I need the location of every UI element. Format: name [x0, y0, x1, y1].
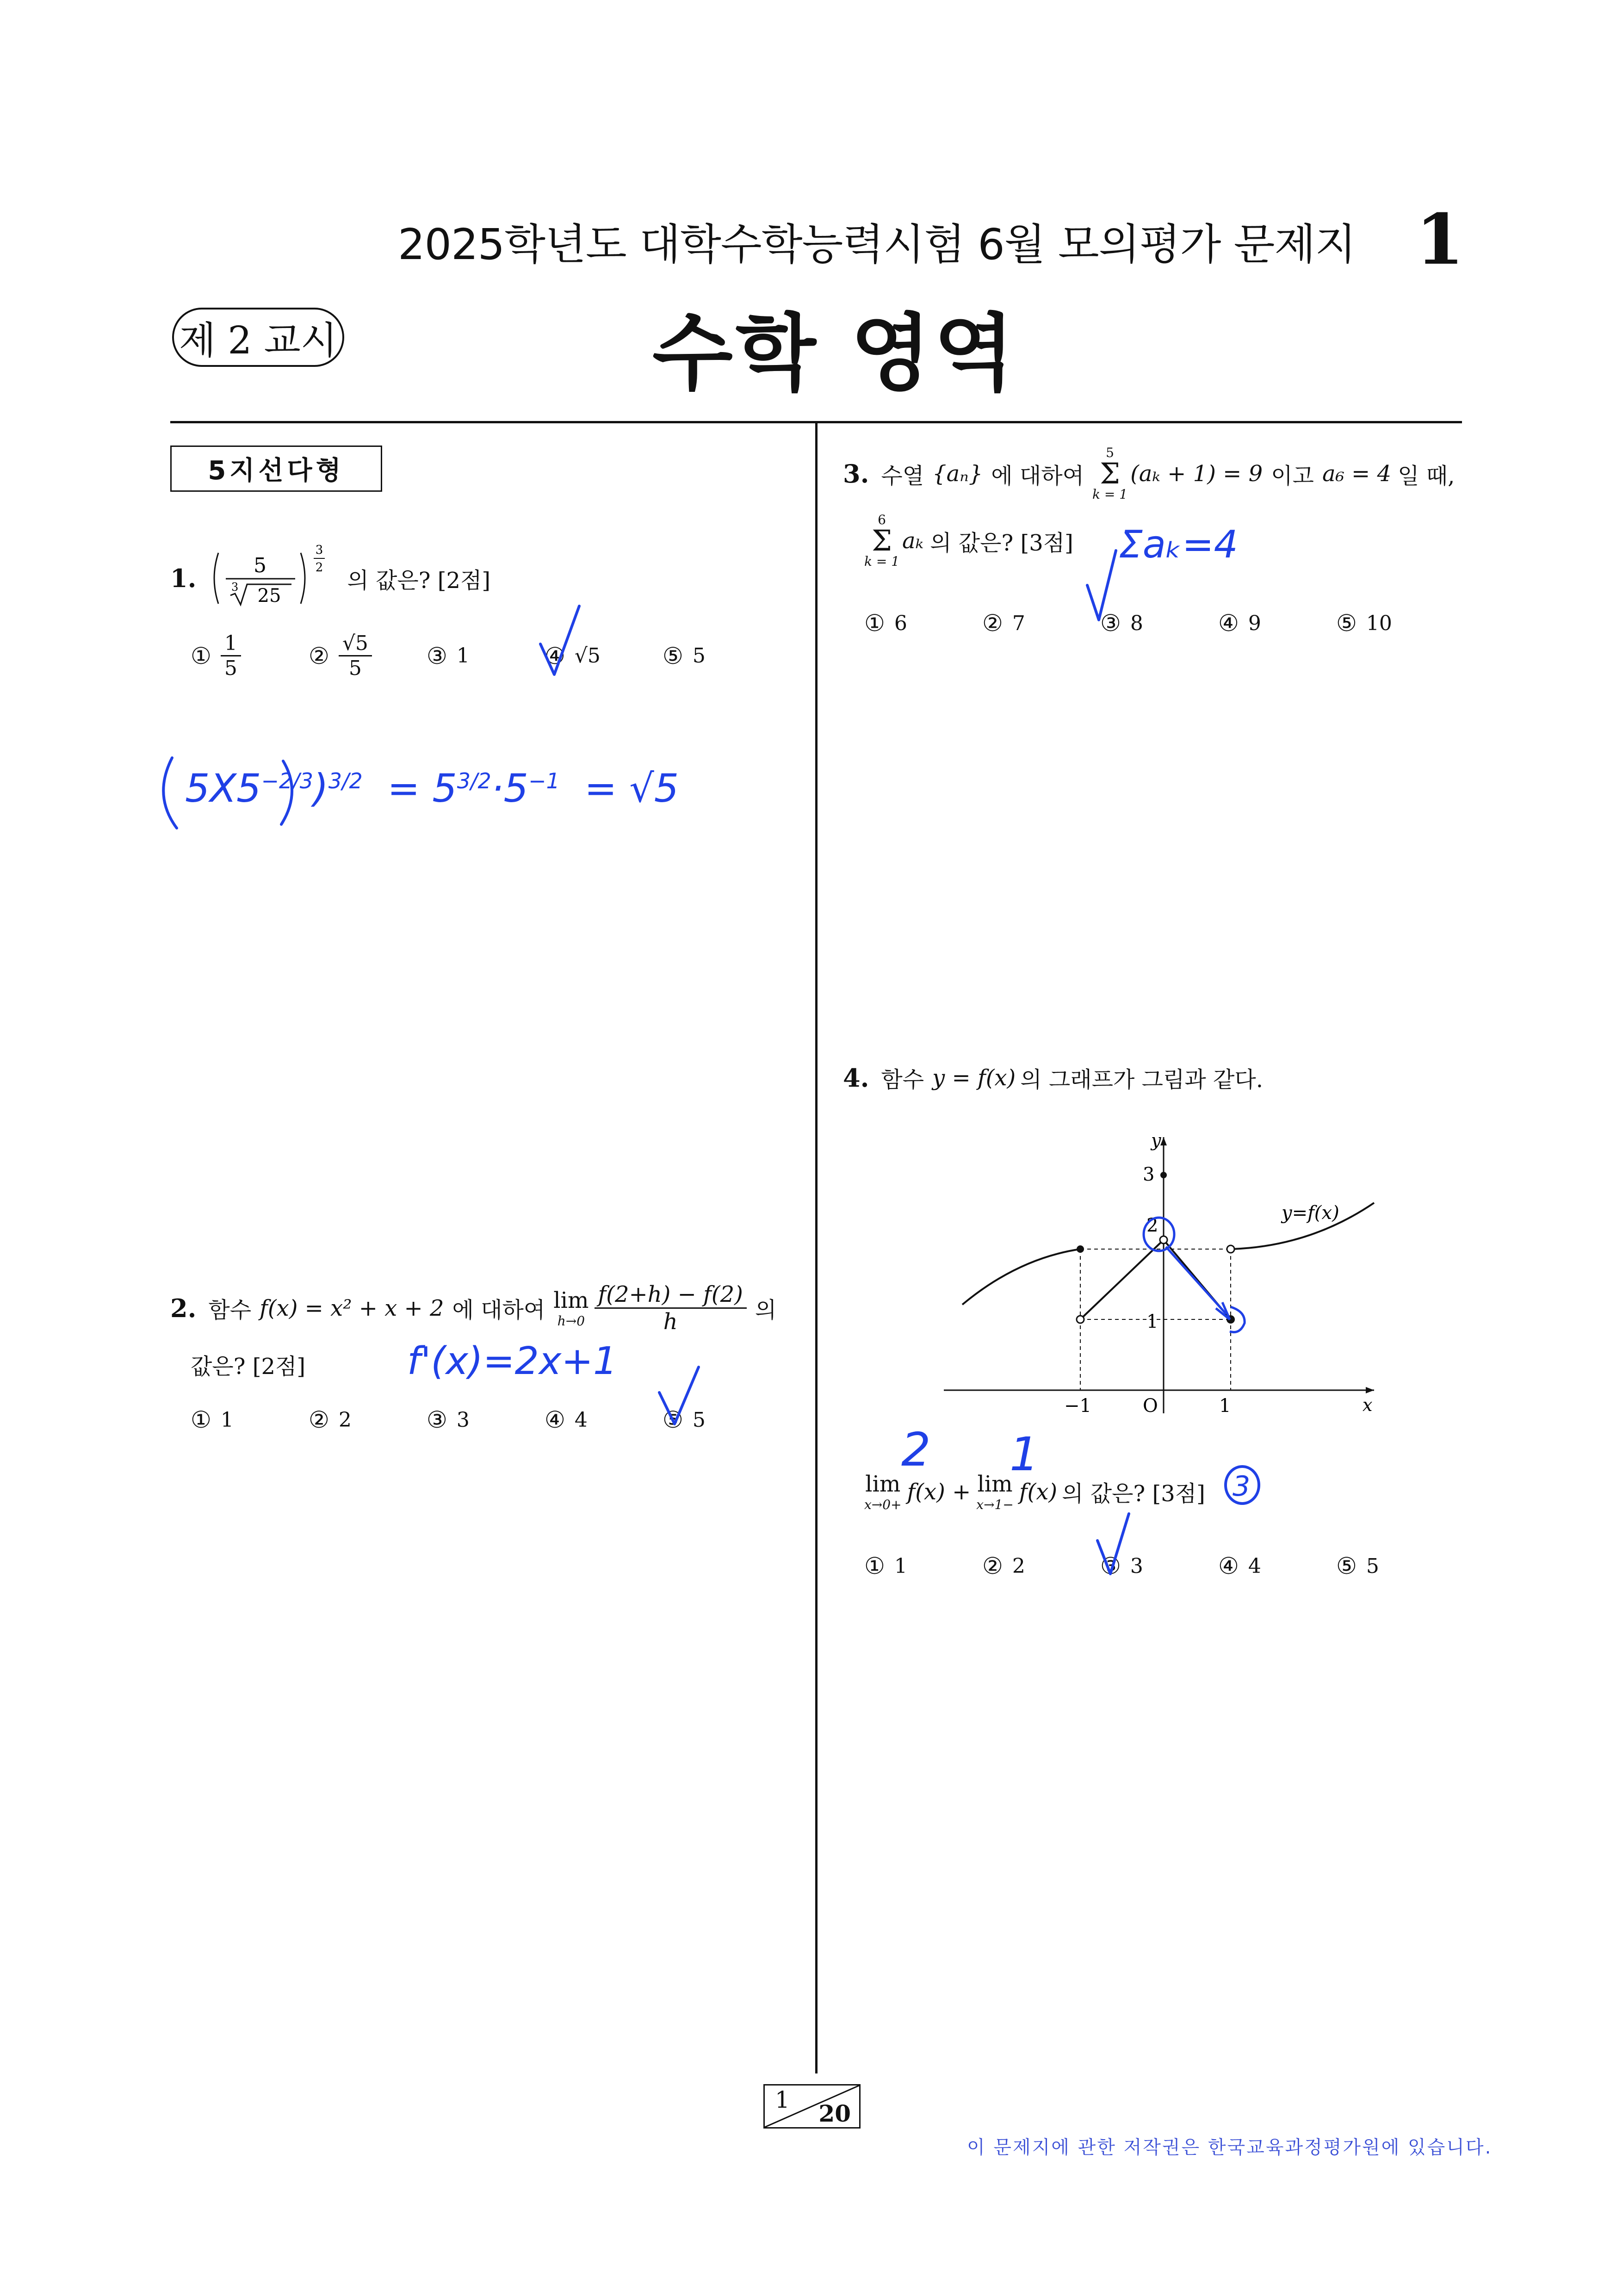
choice-mark: ④	[1218, 1553, 1239, 1579]
origin-label: O	[1143, 1395, 1158, 1416]
fraction-denominator: 5	[348, 656, 362, 680]
choice-value: 2	[338, 1408, 352, 1432]
question-3-sequence: {aₙ}	[932, 461, 983, 487]
fraction-numerator: 1	[221, 631, 241, 656]
question-1-tail: 의 값은? [2점]	[347, 567, 491, 594]
choice-mark: ④	[545, 642, 565, 669]
choice-value: 5	[1366, 1554, 1379, 1578]
sum-lower: k = 1	[864, 554, 900, 569]
sum-body: (aₖ + 1) = 9	[1130, 461, 1263, 487]
expr-root-index: 3	[231, 581, 239, 594]
question-4-function: y = f(x)	[932, 1064, 1016, 1091]
choice-value: 6	[894, 611, 907, 635]
choice-value: 7	[1012, 611, 1025, 635]
choice-mark: ①	[864, 610, 885, 637]
choice-mark: ④	[545, 1406, 565, 1433]
choice-mark: ⑤	[663, 642, 683, 669]
sigma-icon: Σ	[1100, 457, 1120, 490]
choice-mark: ②	[309, 1406, 329, 1433]
fraction-denominator: 5	[224, 656, 237, 680]
limit-word: lim	[865, 1471, 901, 1497]
question-2-function: f(x) = x² + x + 2	[260, 1295, 444, 1321]
fraction-numerator: √5	[339, 631, 372, 656]
exam-title: 2025학년도 대학수학능력시험 6월 모의평가 문제지	[398, 220, 1356, 269]
page-current: 1	[775, 2086, 790, 2113]
tick-label-pos1: 1	[1219, 1395, 1231, 1416]
choice-mark: ④	[1218, 610, 1239, 637]
choice-value: 3	[456, 1408, 470, 1432]
choice-mark: ①	[191, 642, 211, 669]
choice-value: 1	[894, 1554, 907, 1578]
question-number: 3.	[843, 459, 869, 489]
curve-label: y=f(x)	[1282, 1202, 1339, 1224]
question-number: 1.	[170, 563, 197, 593]
sigma-icon: Σ	[872, 524, 892, 557]
choice-value: 10	[1366, 611, 1392, 635]
period-label: 제 2 교시	[179, 318, 337, 363]
copyright-notice: 이 문제지에 관한 저작권은 한국교육과정평가원에 있습니다.	[967, 2137, 1493, 2158]
limit-1-body: f(x) +	[907, 1479, 971, 1505]
question-4-tail: 의 그래프가 그림과 같다.	[1020, 1067, 1263, 1093]
tick-label-y1: 1	[1146, 1311, 1158, 1332]
page-indicator	[763, 2084, 861, 2129]
question-number: 4.	[843, 1063, 869, 1093]
choice-value: 1	[220, 1408, 234, 1432]
handwriting-q4-note-right: 1	[1010, 1427, 1039, 1481]
choice-value: 2	[1012, 1554, 1025, 1578]
choice-value: 5	[692, 644, 706, 668]
page-number: 1	[1416, 199, 1464, 280]
x-axis-label: x	[1363, 1395, 1373, 1415]
fraction-denominator: h	[663, 1309, 678, 1335]
sum-body: aₖ	[902, 528, 924, 554]
subject-title: 수학 영역	[652, 305, 1017, 402]
fraction-numerator: f(2+h) − f(2)	[595, 1281, 747, 1309]
choice-mark: ②	[982, 610, 1003, 637]
question-3-mid2: 이고	[1271, 463, 1314, 489]
expr-exp-num: 3	[316, 543, 323, 557]
sum-upper: 6	[878, 512, 886, 527]
choice-mark: ⑤	[1336, 610, 1357, 637]
handwriting-q4-answer: 3	[1233, 1470, 1251, 1503]
tick-label-y2: 2	[1146, 1215, 1158, 1236]
question-2-tail: 의	[755, 1297, 777, 1323]
tick-label-neg1: −1	[1064, 1395, 1091, 1416]
tick-label-y3: 3	[1143, 1164, 1155, 1185]
choice-mark: ⑤	[1336, 1553, 1357, 1579]
section-label-text: 5지선다형	[208, 456, 345, 486]
choice-mark: ③	[1100, 610, 1121, 637]
limit-subscript: h→0	[557, 1313, 585, 1329]
question-3-tail: 일 때,	[1398, 463, 1455, 489]
choice-mark: ②	[309, 642, 329, 669]
question-3-tail2: 의 값은? [3점]	[930, 530, 1073, 556]
choice-value: 3	[1130, 1554, 1143, 1578]
choice-value: 8	[1130, 611, 1143, 635]
question-number: 2.	[170, 1293, 197, 1323]
choice-mark: ③	[427, 642, 447, 669]
choice-value: √5	[574, 644, 601, 668]
choice-mark: ②	[982, 1553, 1003, 1579]
choice-mark: ⑤	[663, 1406, 683, 1433]
choice-value: 4	[1248, 1554, 1261, 1578]
choice-mark: ①	[191, 1406, 211, 1433]
expr-root-value: 25	[257, 585, 281, 606]
question-4-head: 함수	[881, 1067, 924, 1093]
choice-mark: ①	[864, 1553, 885, 1579]
choice-value: 1	[456, 644, 470, 668]
choice-value: 4	[574, 1408, 588, 1432]
sum-lower: k = 1	[1092, 487, 1128, 502]
limit-word: lim	[553, 1287, 589, 1313]
handwriting-q3-note: Σaₖ=4	[1119, 523, 1238, 567]
question-2-mid: 에 대하여	[452, 1297, 545, 1323]
y-axis-label: y	[1151, 1130, 1161, 1151]
limit-subscript: x→1−	[976, 1497, 1014, 1512]
handwriting-q4-note-left: 2	[901, 1423, 931, 1477]
expr-numerator: 5	[254, 554, 267, 577]
choice-value: 9	[1248, 611, 1261, 635]
question-3-head: 수열	[881, 463, 924, 489]
handwriting-q2-note: f'(x)=2x+1	[407, 1339, 618, 1383]
question-2-head: 함수	[208, 1297, 252, 1323]
limit-word: lim	[977, 1471, 1013, 1497]
limit-subscript: x→0+	[864, 1497, 902, 1512]
sum-upper: 5	[1106, 445, 1114, 460]
question-3-condition: a₆ = 4	[1322, 461, 1392, 487]
choice-mark: ③	[427, 1406, 447, 1433]
question-4-tail2: 의 값은? [3점]	[1062, 1481, 1205, 1507]
handwriting-q1-work: $5X5^{-2/3})^{3/2} = 5^{3/2}\cdot 5^{-1} = √5$	[185, 766, 679, 811]
question-2-line2: 값은? [2점]	[191, 1354, 306, 1380]
limit-2-body: f(x)	[1019, 1479, 1058, 1505]
page-total: 20	[818, 2100, 851, 2127]
question-3-mid: 에 대하여	[991, 463, 1084, 489]
expr-exp-den: 2	[316, 561, 323, 575]
choice-value: 5	[692, 1408, 706, 1432]
choice-mark: ③	[1100, 1553, 1121, 1579]
